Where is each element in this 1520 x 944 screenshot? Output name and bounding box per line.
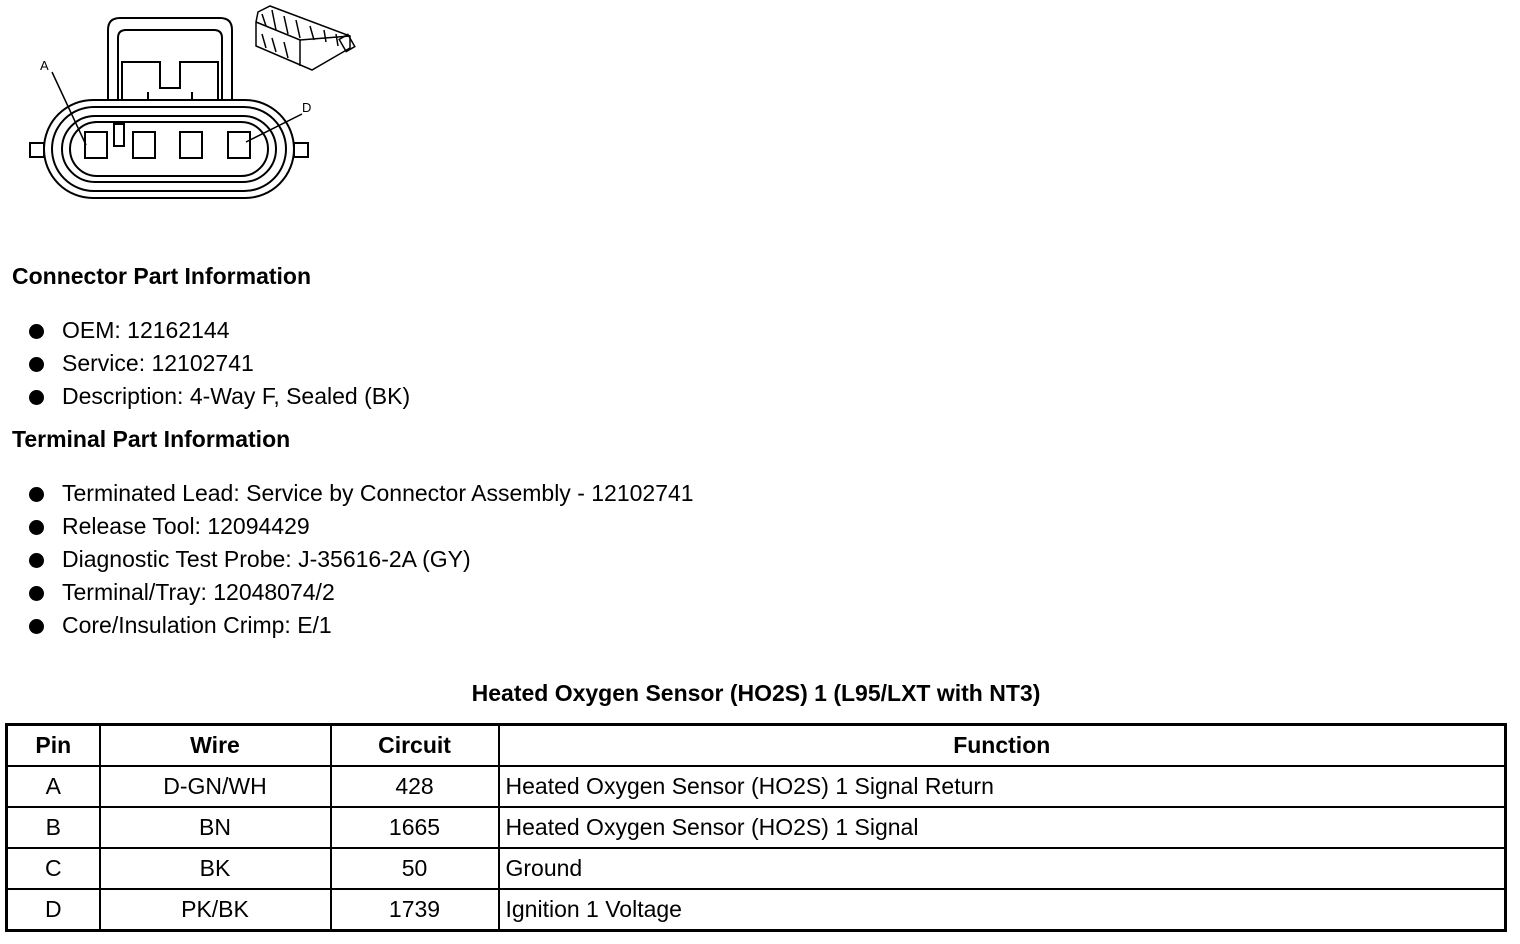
- cavity-a: [85, 132, 107, 158]
- cell-function: Ground: [499, 848, 1506, 889]
- header-pin: Pin: [7, 725, 100, 767]
- cavity-d: [228, 132, 250, 158]
- list-item: Terminated Lead: Service by Connector Assembly - 12102741: [0, 477, 694, 510]
- cell-wire: D-GN/WH: [100, 766, 331, 807]
- terminal-part-info-title: Terminal Part Information: [12, 426, 291, 452]
- bullet-icon: [29, 357, 44, 372]
- bullet-icon: [29, 586, 44, 601]
- connector-part-info-title: Connector Part Information: [12, 263, 312, 289]
- cell-pin: D: [7, 889, 100, 931]
- cell-wire: PK/BK: [100, 889, 331, 931]
- connector-isometric-icon: [256, 6, 355, 70]
- cell-wire: BN: [100, 807, 331, 848]
- pin-a-label: A: [40, 58, 49, 73]
- bullet-icon: [29, 487, 44, 502]
- cell-wire: BK: [100, 848, 331, 889]
- bullet-icon: [29, 390, 44, 405]
- list-item: Core/Insulation Crimp: E/1: [0, 609, 694, 642]
- list-item: Terminal/Tray: 12048074/2: [0, 576, 694, 609]
- cell-pin: B: [7, 807, 100, 848]
- pin-table-title: Heated Oxygen Sensor (HO2S) 1 (L95/LXT with NT3): [471, 680, 1041, 706]
- cell-circuit: 1665: [331, 807, 499, 848]
- bullet-icon: [29, 324, 44, 339]
- cell-function: Ignition 1 Voltage: [499, 889, 1506, 931]
- pin-d-label: D: [302, 100, 312, 115]
- bullet-icon: [29, 619, 44, 634]
- cavity-b: [133, 132, 155, 158]
- terminal-part-info-list: [0, 477, 694, 642]
- cell-circuit: 1739: [331, 889, 499, 931]
- cell-pin: A: [7, 766, 100, 807]
- header-wire: Wire: [100, 725, 331, 767]
- cell-circuit: 50: [331, 848, 499, 889]
- cavity-c: [180, 132, 202, 158]
- cell-circuit: 428: [331, 766, 499, 807]
- bullet-icon: [29, 553, 44, 568]
- connector-diagram: [0, 0, 380, 215]
- list-item: Description: 4-Way F, Sealed (BK): [0, 380, 410, 413]
- header-circuit: Circuit: [331, 725, 499, 767]
- table-row: [7, 807, 1506, 848]
- cell-function: Heated Oxygen Sensor (HO2S) 1 Signal: [499, 807, 1506, 848]
- pin-table: [5, 723, 1507, 932]
- connector-part-info-list: [0, 314, 410, 413]
- header-function: Function: [499, 725, 1506, 767]
- cell-function: Heated Oxygen Sensor (HO2S) 1 Signal Return: [499, 766, 1506, 807]
- list-item: Service: 12102741: [0, 347, 410, 380]
- table-row: [7, 889, 1506, 931]
- list-item: OEM: 12162144: [0, 314, 410, 347]
- table-row: [7, 766, 1506, 807]
- connector-housing-outer: [44, 100, 294, 198]
- bullet-icon: [29, 520, 44, 535]
- table-header-row: [7, 725, 1506, 767]
- list-item: Diagnostic Test Probe: J-35616-2A (GY): [0, 543, 694, 576]
- table-row: [7, 848, 1506, 889]
- cell-pin: C: [7, 848, 100, 889]
- list-item: Release Tool: 12094429: [0, 510, 694, 543]
